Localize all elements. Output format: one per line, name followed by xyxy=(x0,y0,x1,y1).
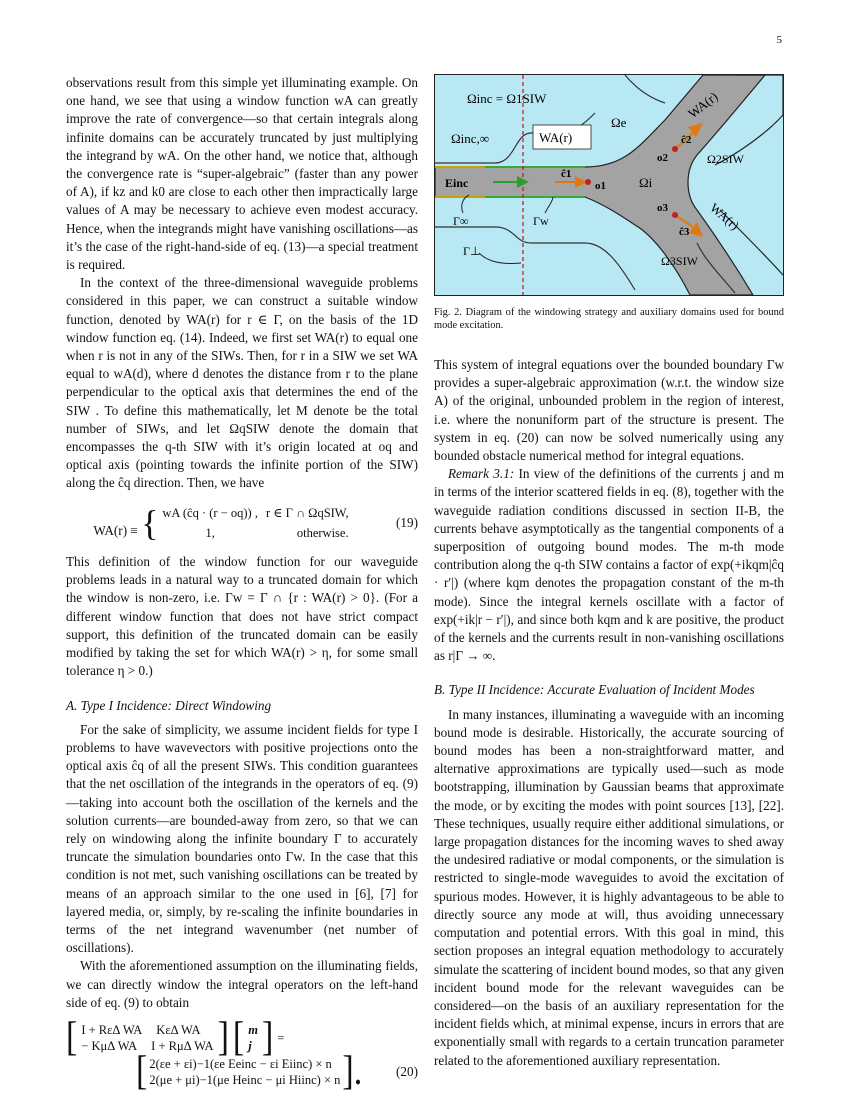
waveguide-diagram xyxy=(435,75,783,295)
lower-window-boundary xyxy=(435,227,635,290)
right-column xyxy=(434,74,784,1070)
remark-label: Remark 3.1: xyxy=(448,466,515,482)
label-c2: ĉ2 xyxy=(681,134,692,146)
label-einc: Einc xyxy=(445,176,469,190)
equation-19 xyxy=(66,503,418,543)
figure-2 xyxy=(434,74,784,296)
gamma-perp-pointer xyxy=(479,253,521,264)
o1-dot xyxy=(585,179,591,185)
label-wa-top: WA(r) xyxy=(685,88,721,122)
label-c1: ĉ1 xyxy=(561,168,572,180)
eq19-case1: wA (ĉq · (r − oq)) , xyxy=(162,505,258,520)
eq19-lhs: WA(r) ≡ xyxy=(93,522,138,538)
equation-20: [ I + RεΔ WA KεΔ WA − KμΔ WA I + RμΔ WA ] [ m j ] = [ 2(εe + εi)−1(εe Eeinc − εi Eiinc) × n 2(μe + μi)−1(μe Heinc − μi Hiinc) × n ]. (20) xyxy=(66,1015,418,1094)
eq19-cases xyxy=(141,503,356,543)
section-heading-b: B. Type II Incidence: Accurate Evaluation of Incident Modes xyxy=(434,682,755,698)
eq20-r2: 2(μe + μi)−1(μe Heinc − μi Hiinc) × n xyxy=(149,1072,341,1087)
paragraph: observations result from this simple yet illuminating example. On one hand, we see that using a window function wA can greatly improve the rate of convergence—so that certain integrals along infinite domains can be accurately truncated by just multiplying the integrand by wA. On the other hand, we notice that, although the convergence rate is “super-algebraic” (faster than any power of A), if kz and k0 are close to each other then impractically large values of A may be necessary to achieve even modest accuracy. Hence, when the integrands might have vanishing oscillations—as it’s the case of the right-hand-side of eq. (13)—a special treatment is required. xyxy=(66,75,418,273)
label-omega3: Ω3SIW xyxy=(661,254,698,268)
label-omega-inc: Ωinc = Ω1SIW xyxy=(467,91,547,106)
page-number: 5 xyxy=(776,34,782,46)
eq19-cond2: otherwise. xyxy=(296,525,349,540)
label-omega-inc-inf: Ωinc,∞ xyxy=(451,131,490,146)
label-gamma-w: Γw xyxy=(533,214,549,228)
label-wa-mid: WA(r) xyxy=(539,130,573,145)
label-gamma-perp: Γ⊥ xyxy=(463,244,481,258)
paragraph: In many instances, illuminating a waveguide with an incoming bound mode is desirable. Historically, the accurate sourcing of bound modes has been a non-straightforward matter, and alternative approximations are typically used—such as mode bootstrapping, illumination by Gaussian beams that approximate the mode, or by exciting the modes with point sources [13], [22]. These techniques, usually require either additional simulations, or large propagation distances for the incoming waves to shed away the undesired radiative or modal components, or the simulation is restricted to single-mode waveguides to avoid the excitation of spurious modes. However, it is highly advantageous to be able to directly source any mode at will, thus avoiding unnecessary computation and potential errors. With this goal in mind, this section proposes an integral equation methodology to accurately simulate the scattering of incident bound modes, so that any given incident bound mode for the relevant waveguides can be considered—on the basis of an auxiliary representation for the incident fields which, at minimal expense, incurs in errors that are exponentially small with regards to a certain truncation parameter related to the aforementioned auxiliary representation. xyxy=(434,706,784,1068)
eq20-r1: 2(εe + εi)−1(εe Eeinc − εi Eiinc) × n xyxy=(149,1056,332,1071)
eq20-m12: KεΔ WA xyxy=(156,1022,201,1037)
label-omega2: Ω2SIW xyxy=(707,152,744,166)
label-omega-i: Ωi xyxy=(639,175,653,190)
o2-dot xyxy=(672,146,678,152)
eq20-m22: I + RμΔ WA xyxy=(151,1038,214,1053)
eq20-m11: I + RεΔ WA xyxy=(81,1022,143,1037)
eq20-v2: j xyxy=(248,1038,252,1053)
label-o3: o3 xyxy=(657,202,668,214)
eq20-m21: − KμΔ WA xyxy=(81,1038,138,1053)
eq20-v1: m xyxy=(248,1022,258,1037)
paragraph: With the aforementioned assumption on the illuminating fields, we can directly window the integral operators on the left-hand side of eq. (9) to obtain xyxy=(66,958,418,1010)
eq19-case2: 1, xyxy=(205,525,215,540)
eq19-number: (19) xyxy=(396,514,418,530)
remark-text: In view of the definitions of the currents j and m in terms of the interior scattered fields in eq. (8), together with the waveguide radiation conditions discussed in section II-B, the currents behave asymptotically as the tangential components of a superposition of outgoing bound modes. The m-th mode contribution along the q-th SIW contains a factor of exp(+ikqm|ĉq · r′|) (where kqm denotes the propagation constant of the m-th mode). Since the integral kernels oscillate with a factor of exp(+ik|r − r′|), and since both kqm and k are positive, the product of the kernels and the currents result in non-vanishing oscillations as r|Γ → ∞. xyxy=(434,466,785,664)
paragraph: For the sake of simplicity, we assume incident fields for type I problems to have wavevectors with positive projections onto the optical axis ĉq of all the present SIWs. This condition guarantees that the net oscillation of the integrands in the operators of eq. (9)—taking into account both the oscillation of the kernels and the solution currents—are bounded-away from zero, so that we can rely on windowing along the infinite boundary Γ to accurately truncate the simulation boundaries onto Γw. In the case that this condition is not met, such vanishing oscillations can be treated by means of an approach similar to the one used in [6], [7] for layered media, or, simply, by re-scaling the infinite boundaries in terms of the net integrand wavenumber (net number of oscillations). xyxy=(66,721,418,956)
left-brace-icon: { xyxy=(141,502,159,543)
o3-dot xyxy=(672,212,678,218)
label-omega-e: Ωe xyxy=(611,115,627,130)
left-column xyxy=(66,74,418,1098)
label-gamma-inf: Γ∞ xyxy=(453,214,469,228)
label-wa-bot: WA(r) xyxy=(707,199,743,233)
paragraph: In the context of the three-dimensional waveguide problems considered in this paper, we can construct a suitable window function, denoted by WA(r) for r ∈ Γ, on the basis of the 1D window function eq. (14). Indeed, we first set WA(r) to equal one when r is not in any of the SIWs. Then, for r in a SIW we set WA equal to wA(d), where d denotes the distance from r to the plane perpendicular to the optical axis that determines the end of the SIW . To define this mathematically, let M denote be the total number of SIWs, and let ΩqSIW denote the domain that encompasses the q-th SIW with it’s origin located at oq and optical axis (pointing towards the infinite portion of the SIW) along the ĉq direction. Then, we have xyxy=(66,275,418,491)
eq19-cond1: r ∈ Γ ∩ ΩqSIW, xyxy=(265,505,349,520)
paragraph: This system of integral equations over the bounded boundary Γw provides a super-algebraic approximation (w.r.t. the window size A) of the original, unbounded problem in the region of interest, i.e. where the nonuniform part of the structure is present. The system in eq. (20) can now be solved numerically using any bounded obstacle numerical method for integral equations. xyxy=(434,357,784,464)
label-o2: o2 xyxy=(657,152,668,164)
gamma-w-pointer xyxy=(545,197,553,213)
figure-caption: Fig. 2. Diagram of the windowing strategy and auxiliary domains used for bound mode excitation. xyxy=(434,307,784,331)
section-heading-a: A. Type I Incidence: Direct Windowing xyxy=(66,697,272,713)
paragraph: This definition of the window function for our waveguide problems leads in a natural way to a truncated domain for which the window is non-zero, i.e. Γw = Γ ∩ {r : WA(r) > 0}. (For a different window function that does not have strict compact support, this definition of the truncated domain can be easily modified by taking the set for which WA(r) > η, for some small tolerance η > 0.) xyxy=(66,554,418,679)
top-window-boundary xyxy=(625,75,665,103)
label-c3: ĉ3 xyxy=(679,226,690,238)
label-o1: o1 xyxy=(595,180,606,192)
eq20-number: (20) xyxy=(396,1063,418,1079)
